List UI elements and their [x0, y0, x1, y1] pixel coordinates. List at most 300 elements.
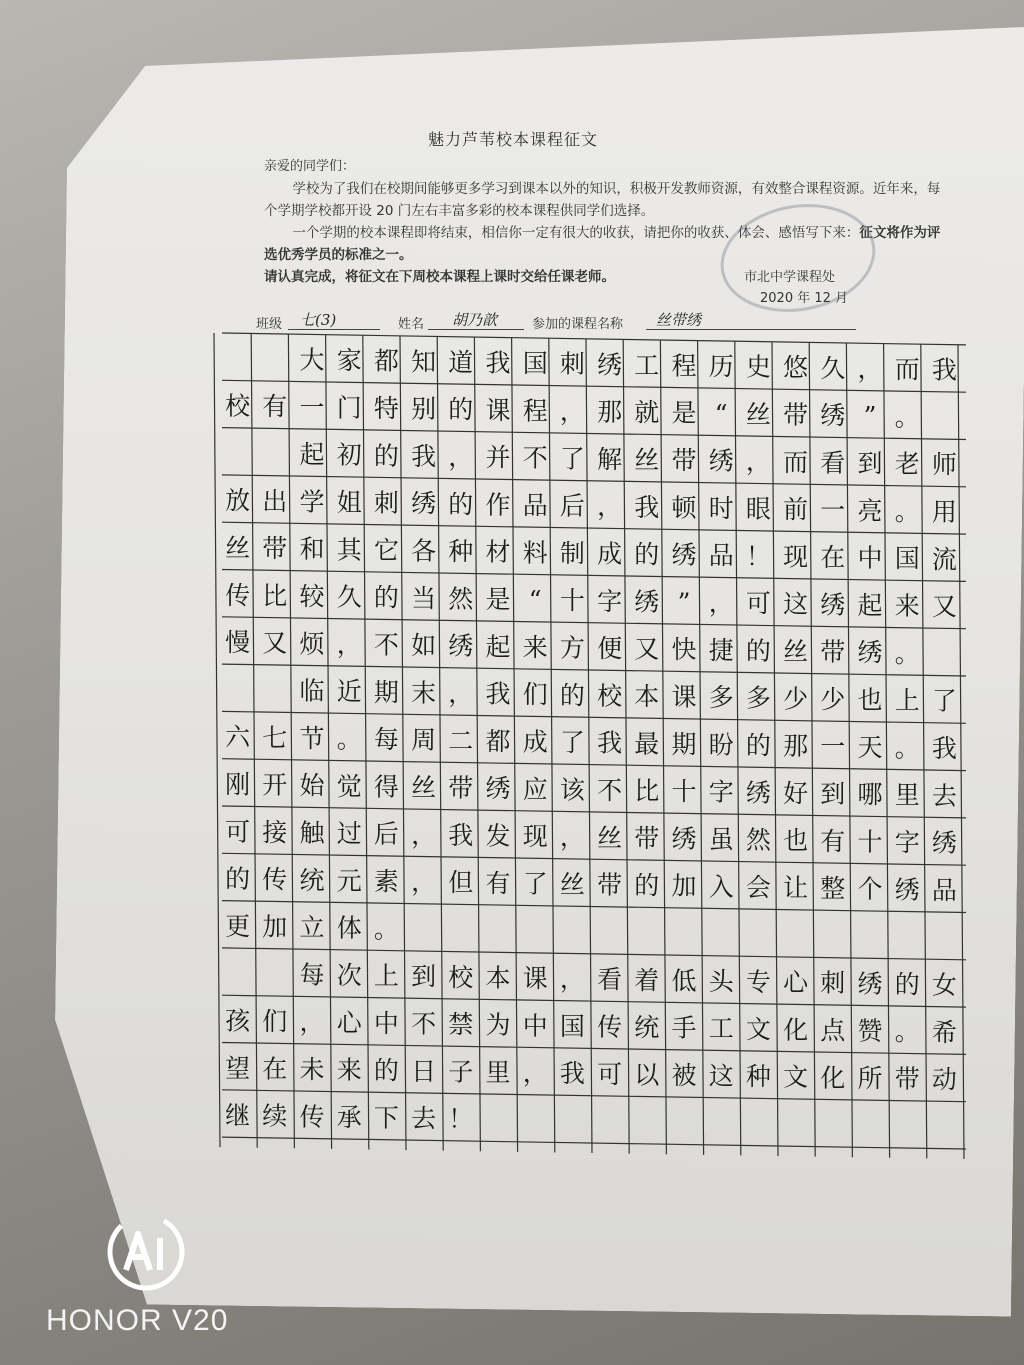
essay-char: 多 — [745, 683, 771, 713]
essay-char: 都 — [485, 726, 511, 756]
essay-char: 传 — [225, 580, 251, 610]
essay-char: 也 — [857, 685, 883, 715]
essay-char: 带 — [448, 773, 474, 803]
essay-char: 特 — [373, 393, 399, 423]
essay-char: 比 — [634, 776, 660, 806]
essay-char: 字 — [708, 777, 734, 807]
essay-char: ， — [857, 354, 883, 384]
essay-char: 在 — [820, 543, 846, 573]
essay-char: 继 — [225, 1101, 251, 1131]
essay-char: 可 — [745, 589, 771, 619]
essay-char: 末 — [411, 678, 437, 708]
grid-row-line — [222, 995, 966, 1007]
essay-char: 次 — [336, 960, 362, 990]
essay-char: 然 — [745, 825, 771, 855]
essay-char: 上 — [894, 686, 920, 716]
grid-column-line — [884, 344, 890, 1158]
essay-char: 一 — [820, 732, 846, 762]
essay-char: 最 — [634, 729, 660, 759]
essay-char: 大 — [299, 345, 325, 375]
essay-char: 现 — [522, 822, 548, 852]
essay-char: 我 — [485, 348, 511, 378]
essay-char: 来 — [336, 1055, 362, 1085]
essay-char: 素 — [373, 866, 399, 896]
essay-char: 品 — [931, 875, 957, 905]
essay-char: 绣 — [820, 401, 846, 431]
essay-char: 历 — [708, 352, 734, 382]
essay-char: 我 — [597, 728, 623, 758]
essay-char: 绣 — [857, 638, 883, 668]
essay-char: 里 — [894, 780, 920, 810]
essay-char: 的 — [559, 680, 585, 710]
essay-char: 。 — [894, 1017, 920, 1047]
essay-char: 统 — [634, 1013, 660, 1043]
essay-char: 始 — [299, 771, 325, 801]
essay-char: 有 — [262, 392, 288, 422]
essay-char: 慢 — [225, 628, 251, 658]
grid-row-line — [222, 806, 966, 818]
essay-char: 作 — [485, 490, 511, 520]
essay-char: 制 — [559, 538, 585, 568]
essay-char: 们 — [522, 680, 548, 710]
essay-char: 多 — [708, 683, 734, 713]
essay-char: 每 — [299, 960, 325, 990]
essay-char: 种 — [745, 1062, 771, 1092]
essay-char: 绣 — [671, 824, 697, 854]
essay-char: 品 — [708, 541, 734, 571]
essay-char: 便 — [597, 634, 623, 664]
essay-char: 起 — [857, 590, 883, 620]
essay-char: 整 — [820, 874, 846, 904]
essay-char: 。 — [336, 724, 362, 754]
essay-char: 品 — [522, 490, 548, 520]
essay-char: 比 — [262, 581, 288, 611]
essay-char: 十 — [559, 586, 585, 616]
essay-char: 后 — [373, 819, 399, 849]
essay-char: 哪 — [857, 780, 883, 810]
essay-char: 如 — [411, 631, 437, 661]
essay-char: 绣 — [931, 828, 957, 858]
essay-char: 而 — [894, 355, 920, 385]
essay-char: 一 — [820, 495, 846, 525]
essay-char: 就 — [634, 398, 660, 428]
essay-char: 烦 — [299, 629, 325, 659]
essay-char: 传 — [597, 1012, 623, 1042]
grid-row-line — [222, 1090, 966, 1102]
essay-char: 更 — [225, 911, 251, 941]
essay-char: ， — [336, 629, 362, 659]
essay-char: 又 — [634, 634, 660, 664]
essay-char: 现 — [783, 542, 809, 572]
essay-char: 。 — [894, 733, 920, 763]
essay-char: 种 — [448, 537, 474, 567]
essay-char: 近 — [336, 677, 362, 707]
grid-row-line — [222, 570, 966, 582]
essay-char: 七 — [262, 723, 288, 753]
essay-char: 成 — [522, 727, 548, 757]
essay-char: 程 — [522, 396, 548, 426]
grid-row-line — [222, 617, 966, 629]
essay-char: 加 — [671, 871, 697, 901]
essay-char: 带 — [597, 870, 623, 900]
essay-char: 期 — [373, 677, 399, 707]
essay-char: 统 — [299, 865, 325, 895]
essay-char: 起 — [299, 440, 325, 470]
essay-char: 让 — [783, 873, 809, 903]
essay-char: 顿 — [671, 493, 697, 523]
grid-column-line — [772, 342, 778, 1156]
essay-char: 化 — [783, 1015, 809, 1045]
essay-char: 。 — [373, 914, 399, 944]
essay-char: 希 — [931, 1017, 957, 1047]
essay-char: 个 — [857, 874, 883, 904]
essay-char: ！ — [745, 541, 771, 571]
grid-row-line — [222, 1043, 966, 1055]
essay-char: 过 — [336, 819, 362, 849]
essay-char: 上 — [373, 961, 399, 991]
essay-char: 的 — [634, 871, 660, 901]
essay-char: ， — [522, 1058, 548, 1088]
essay-char: 来 — [522, 632, 548, 662]
grid-row-line — [222, 522, 966, 534]
essay-char: 绣 — [448, 631, 474, 661]
essay-char: 女 — [931, 970, 957, 1000]
grid-column-line — [474, 337, 480, 1151]
essay-char: 手 — [671, 1013, 697, 1043]
grid-column-line — [698, 341, 704, 1155]
essay-char: 较 — [299, 581, 325, 611]
essay-char: 知 — [411, 347, 437, 377]
essay-char: 快 — [671, 635, 697, 665]
essay-char: 字 — [597, 586, 623, 616]
essay-char: 中 — [857, 543, 883, 573]
essay-char: 这 — [708, 1061, 734, 1091]
essay-char: 绣 — [894, 875, 920, 905]
essay-char: ” — [677, 587, 691, 617]
essay-char: 刺 — [559, 349, 585, 379]
essay-char: 孩 — [225, 1006, 251, 1036]
intro-paragraph-3-lead: 请认真完成， — [264, 269, 345, 285]
essay-char: 应 — [522, 774, 548, 804]
essay-char: 续 — [262, 1101, 288, 1131]
essay-char: 久 — [336, 582, 362, 612]
essay-char: 都 — [373, 346, 399, 376]
essay-char: 可 — [225, 817, 251, 847]
essay-char: 的 — [373, 583, 399, 613]
essay-char: 用 — [931, 497, 957, 527]
essay-char: 本 — [634, 681, 660, 711]
essay-char: 门 — [336, 393, 362, 423]
essay-char: 节 — [299, 723, 325, 753]
essay-char: 但 — [448, 868, 474, 898]
essay-char: 十 — [857, 827, 883, 857]
grid-column-line — [326, 335, 332, 1149]
essay-char: 看 — [820, 448, 846, 478]
essay-char: 好 — [783, 778, 809, 808]
essay-char: ， — [448, 442, 474, 472]
essay-char: 所 — [857, 1063, 883, 1093]
grid-column-line — [214, 333, 220, 1147]
essay-char: 天 — [857, 732, 883, 762]
essay-char: “ — [714, 399, 728, 429]
grid-column-line — [921, 344, 927, 1158]
class-label: 班级 — [256, 317, 283, 332]
essay-char: 史 — [745, 352, 771, 382]
essay-char: 头 — [708, 966, 734, 996]
essay-char: 然 — [448, 584, 474, 614]
essay-char: ， — [411, 867, 437, 897]
grid-column-line — [363, 335, 369, 1149]
essay-char: 姐 — [336, 487, 362, 517]
grid-column-line — [809, 343, 815, 1157]
essay-char: 元 — [336, 866, 362, 896]
grid-column-line — [586, 339, 592, 1153]
essay-char: 亮 — [857, 496, 883, 526]
essay-char: 化 — [820, 1063, 846, 1093]
essay-char: 在 — [262, 1054, 288, 1084]
essay-char: “ — [528, 585, 542, 615]
essay-char: 是 — [485, 584, 511, 614]
essay-char: 盼 — [708, 730, 734, 760]
grid-row-line — [222, 711, 966, 723]
essay-char: 期 — [671, 729, 697, 759]
essay-char: 我 — [485, 679, 511, 709]
essay-char: 入 — [708, 872, 734, 902]
ai-camera-logo-icon — [104, 1210, 188, 1294]
watermark-text: HONOR V20 — [46, 1304, 229, 1337]
essay-char: 刺 — [820, 968, 846, 998]
essay-char: 师 — [931, 450, 957, 480]
essay-char: 动 — [931, 1065, 957, 1095]
essay-char: 觉 — [336, 771, 362, 801]
essay-char: 刺 — [373, 488, 399, 518]
essay-char: 的 — [634, 540, 660, 570]
essay-char: 也 — [783, 826, 809, 856]
essay-char: 并 — [485, 443, 511, 473]
grid-column-line — [288, 334, 294, 1148]
essay-char: 放 — [225, 486, 251, 516]
grid-row-line — [222, 475, 966, 487]
document-title: 魅力芦苇校本课程征文 — [428, 130, 599, 149]
essay-char: 课 — [671, 682, 697, 712]
grid-row-line — [222, 1137, 966, 1149]
essay-char: 承 — [336, 1102, 362, 1132]
essay-char: 立 — [299, 913, 325, 943]
essay-char: 临 — [299, 676, 325, 706]
essay-char: 中 — [522, 1011, 548, 1041]
grid-column-line — [846, 343, 852, 1157]
essay-char: 的 — [745, 636, 771, 666]
essay-char: 来 — [894, 591, 920, 621]
essay-char: 它 — [373, 535, 399, 565]
essay-char: 带 — [894, 1064, 920, 1094]
name-label: 姓名 — [398, 317, 425, 332]
essay-char: 道 — [448, 347, 474, 377]
grid-column-line — [660, 340, 666, 1154]
stamp-organization: 市北中学课程处 — [744, 270, 836, 285]
essay-char: 子 — [448, 1057, 474, 1087]
essay-char: 去 — [931, 781, 957, 811]
grid-row-line — [222, 948, 966, 960]
stamp-date: 2020 年 12 月 — [760, 291, 849, 306]
essay-char: 周 — [411, 725, 437, 755]
essay-char: 虽 — [708, 825, 734, 855]
essay-char: 六 — [225, 722, 251, 752]
essay-char: 校 — [597, 681, 623, 711]
grid-column-line — [958, 345, 964, 1159]
essay-char: 发 — [485, 821, 511, 851]
essay-char: 丝 — [634, 445, 660, 475]
essay-char: 。 — [894, 638, 920, 668]
essay-char: 了 — [522, 869, 548, 899]
essay-char: 学 — [299, 487, 325, 517]
essay-char: 了 — [559, 444, 585, 474]
essay-char: 是 — [671, 398, 697, 428]
essay-char: 触 — [299, 818, 325, 848]
essay-char: 国 — [894, 544, 920, 574]
essay-char: 眼 — [745, 494, 771, 524]
essay-char: 工 — [708, 1014, 734, 1044]
essay-char: 的 — [745, 731, 771, 761]
grid-row-line — [222, 664, 966, 676]
essay-char: 不 — [597, 775, 623, 805]
essay-char: 国 — [559, 1011, 585, 1041]
essay-char: 绣 — [597, 350, 623, 380]
essay-char: 又 — [262, 628, 288, 658]
essay-char: ， — [299, 1007, 325, 1037]
essay-char: 去 — [411, 1104, 437, 1134]
essay-char: 被 — [671, 1060, 697, 1090]
essay-char: ， — [745, 447, 771, 477]
essay-char: 得 — [373, 772, 399, 802]
grid-column-line — [735, 341, 741, 1155]
essay-char: 悠 — [783, 353, 809, 383]
essay-char: ， — [559, 396, 585, 426]
essay-char: ， — [448, 678, 474, 708]
grid-column-line — [623, 340, 629, 1154]
essay-char: ， — [559, 822, 585, 852]
essay-char: 我 — [634, 492, 660, 522]
essay-char: 前 — [783, 495, 809, 525]
essay-char: 有 — [485, 868, 511, 898]
essay-char: 我 — [411, 441, 437, 471]
essay-char: 二 — [448, 726, 474, 756]
essay-char: 其 — [336, 535, 362, 565]
essay-char: 为 — [485, 1010, 511, 1040]
essay-char: 老 — [894, 449, 920, 479]
essay-char: 流 — [931, 544, 957, 574]
essay-char: 带 — [820, 637, 846, 667]
grid-row-line — [222, 901, 966, 913]
essay-char: 时 — [708, 493, 734, 523]
essay-char: 后 — [559, 491, 585, 521]
essay-char: 看 — [597, 965, 623, 995]
intro-paragraph-2-text: 一个学期的校本课程即将结束，相信你一定有很大的收获，请把你的收获、体会、感悟写下来： — [292, 225, 860, 241]
essay-char: 工 — [634, 350, 660, 380]
essay-char: 禁 — [448, 1010, 474, 1040]
grid-lines — [214, 333, 966, 1159]
camera-watermark — [46, 1210, 228, 1338]
essay-char: 久 — [820, 353, 846, 383]
grid-column-line — [549, 338, 555, 1152]
essay-char: 这 — [783, 589, 809, 619]
essay-char: ！ — [448, 1104, 474, 1134]
grid-column-line — [251, 334, 257, 1148]
essay-char: ， — [597, 492, 623, 522]
essay-char: 日 — [411, 1056, 437, 1086]
grid-row-line — [222, 428, 966, 440]
essay-char: 。 — [894, 402, 920, 432]
essay-char: 丝 — [745, 399, 771, 429]
essay-char: 。 — [894, 496, 920, 526]
essay-char: 心 — [336, 1008, 362, 1038]
essay-char: 那 — [597, 397, 623, 427]
grid-row-line — [222, 759, 966, 771]
essay-char: 那 — [783, 731, 809, 761]
essay-char: 们 — [262, 1007, 288, 1037]
essay-char: 传 — [262, 865, 288, 895]
essay-char: 丝 — [783, 637, 809, 667]
grid-row-line — [222, 380, 966, 392]
essay-char: 不 — [411, 1009, 437, 1039]
essay-char: 文 — [783, 1062, 809, 1092]
essay-char: 下 — [373, 1103, 399, 1133]
essay-char: 绣 — [634, 587, 660, 617]
essay-char: 我 — [931, 734, 957, 764]
essay-char: 本 — [485, 963, 511, 993]
essay-char: 丝 — [225, 533, 251, 563]
essay-char: 的 — [448, 395, 474, 425]
essay-char: 少 — [783, 684, 809, 714]
essay-char: 的 — [373, 441, 399, 471]
essay-char: 一 — [299, 392, 325, 422]
essay-char: ， — [559, 964, 585, 994]
essay-char: 方 — [559, 633, 585, 663]
essay-char: 到 — [411, 962, 437, 992]
grid-row-line — [222, 333, 966, 345]
name-value: 胡乃歆 — [452, 311, 498, 329]
essay-char: 我 — [448, 820, 474, 850]
essay-char: 带 — [262, 534, 288, 564]
essay-char: 了 — [559, 728, 585, 758]
essay-char: 专 — [745, 967, 771, 997]
essay-char: 绣 — [745, 778, 771, 808]
course-value: 丝带绣 — [656, 311, 702, 329]
essay-char: 国 — [522, 349, 548, 379]
essay-char: 课 — [522, 963, 548, 993]
essay-char: 家 — [336, 346, 362, 376]
essay-char: 以 — [634, 1060, 660, 1090]
course-label: 参加的课程名称 — [532, 317, 624, 332]
essay-char: 的 — [225, 864, 251, 894]
essay-char: 会 — [745, 872, 771, 902]
essay-char: 带 — [671, 446, 697, 476]
essay-char: 而 — [783, 447, 809, 477]
essay-char: 到 — [857, 449, 883, 479]
essay-char: 该 — [559, 775, 585, 805]
salutation: 亲爱的同学们： — [264, 159, 356, 174]
essay-char: ， — [411, 820, 437, 850]
essay-char: 起 — [485, 632, 511, 662]
essay-char: 校 — [225, 391, 251, 421]
essay-char: ， — [708, 588, 734, 618]
grid-row-line — [222, 853, 966, 865]
essay-char: 别 — [411, 394, 437, 424]
intro-paragraph-2-bold: 征文将作为评选优秀学员的标准之一。 — [264, 225, 941, 263]
essay-char: 低 — [671, 966, 697, 996]
essay-char: 刚 — [225, 770, 251, 800]
essay-char: 我 — [931, 355, 957, 385]
